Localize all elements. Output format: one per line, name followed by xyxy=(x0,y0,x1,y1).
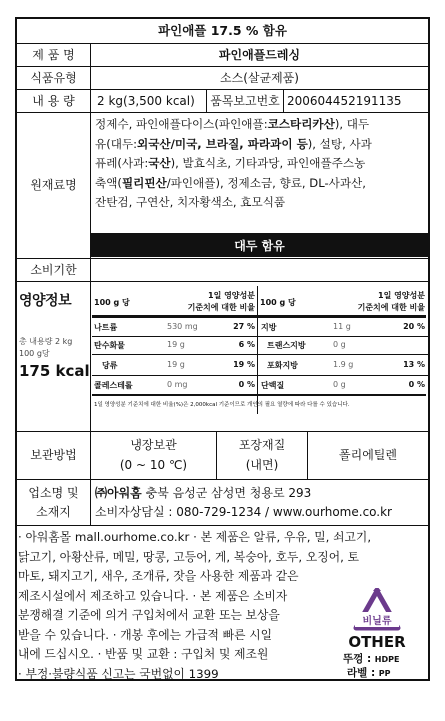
ingredient-line: 정제수, 파인애플다이스(파인애플:코스타리카산), 대두 xyxy=(95,117,370,131)
notice-text xyxy=(18,528,371,684)
manufacturer-label-2: 소재지 xyxy=(36,505,71,519)
notice-line: 마토, 돼지고기, 새우, 조개류, 잣을 사용한 제품과 같은 xyxy=(18,569,299,583)
nutrition-footnote: 1일 영양성분 기준치에 대한 비율(%)은 2,000kcal 기준이므로 개인의 필요 열량에 따라 다를 수 있습니다. xyxy=(94,402,350,408)
recycle-cap: 뚜껑 : HDPE xyxy=(343,653,400,665)
expiry-label: 소비기한 xyxy=(30,262,77,277)
packaging-value: 폴리에틸렌 xyxy=(339,448,397,462)
consumer-service: 소비자상담실 : 080-729-1234 / www.ourhome.co.kr xyxy=(95,505,392,519)
storage-method-1: 냉장보관 xyxy=(130,438,177,452)
recycle-other: OTHER xyxy=(348,633,406,651)
product-name-value: 파인애플드레싱 xyxy=(218,47,301,62)
notice-line: 받을 수 있습니다. · 개봉 후에는 가급적 빠른 시일 xyxy=(18,627,273,642)
notice-line: 제조시설에서 제조하고 있습니다. · 본 제품은 소비자 xyxy=(18,588,288,603)
nutrition-kcal: 175 kcal xyxy=(19,362,90,380)
pct-header-left-2: 기준치에 대한 비율 xyxy=(187,303,255,312)
food-type-value: 소스(살균제품) xyxy=(220,70,299,85)
report-no-label: 품목보고번호 xyxy=(210,93,280,108)
packaging-label-1: 포장재질 xyxy=(238,438,286,452)
recycle-label: 라벨 : PP xyxy=(347,667,391,679)
notice-line: · 아워홈몰 mall.ourhome.co.kr · 본 제품은 알류, 우유, 밀, 쇠고기, xyxy=(18,530,372,544)
ingredient-line: 유(대두:외국산/미국, 브라질, 파라과이 등), 설탕, 사과 xyxy=(95,136,372,151)
manufacturer-address: ㈜아워홈 충북 음성군 삼성면 청용로 293 xyxy=(95,486,312,500)
nutrition-total-2: 100 g당 xyxy=(19,349,50,358)
basis-left: 100 g 당 xyxy=(94,298,130,307)
label-title: 파인애플 17.5 % 함유 xyxy=(158,23,287,38)
food-type-label: 식품유형 xyxy=(30,70,77,85)
notice-line: · 부정·불량식품 신고는 국번없이 1399 xyxy=(18,666,219,681)
recycle-mark-text: 비닐류 xyxy=(355,612,399,627)
content-value: 2 kg(3,500 kcal) xyxy=(97,94,195,108)
basis-right: 100 g 당 xyxy=(260,298,296,307)
manufacturer-label-1: 업소명 및 xyxy=(28,486,79,500)
ingredient-line: 잔탄검, 구연산, 치자황색소, 효모식품 xyxy=(95,195,286,209)
pct-header-right-1: 1일 영양성분 xyxy=(378,291,425,300)
notice-line: 내에 드십시오. · 반품 및 교환 : 구입처 및 제조원 xyxy=(18,647,269,661)
storage-method-2: (0 ~ 10 ℃) xyxy=(119,458,188,472)
ingredient-line: 퓨레(사과:국산), 발효식초, 기타과당, 파인애플주스농 xyxy=(95,156,366,170)
ingredients-text xyxy=(95,115,372,213)
allergy-banner: 대두 함유 xyxy=(91,233,428,257)
food-label: 파인애플 17.5 % 함유 제 품 명 파인애플드레싱 식품유형 소스(살균제품) 내 용 량 2 kg(3,500 kcal) 품목보고번호 200604452191135 원재료명 정제수, 파인애플다이스(파인애플:코스타리카산), 대두 유(대두:외국산/미국, 브라질, 파라과이 등), 설탕, 사과 퓨레(사과:국산), 발효식초, 기타과당, 파인애플주스농 축액(필리핀산/파인애플), 정제소금, 향료, DL-사과산, 잔탄검, 구연산, 치자황색소, 효모식품 대두 함유 소비기한 영양정보 총 내용량 2 kg 100 g당 175 kcal 100 g 당 1일 영양성분 기준치에 대한 비율 100 g 당 1일 영양성분 기준치에 대한 비율 나트륨 530 mg 27 % 탄수화물 19 g 6 % 당류 19 g 19 % 콜레스테롤 0 mg 0 % 지방 11 g 20 % 트랜스지방 0 g 포화지방 1.9 g 13 % 단백질 0 g 0 % 1일 영양성분 기준치에 대한 비율(%)은 2,000kcal 기준이므로 개인의 필요 열량에 따라 다를 수 있습니다. 보관방법 냉장보관 (0 ~ 10 ℃) 포장재질 (내면) 폴리에틸렌 업소명 및 소재지 ㈜아워홈 충북 음성군 삼성면 청용로 293 소비자상담실 : 080-729-1234 / www.ourhome.co.kr · 아워홈몰 mall.ourhome.co.kr · 본 제품은 알류, 우유, 밀, 쇠고기, 닭고기, 아황산류, 메밀, 땅콩, 고등어, 게, 복숭아, 호두, 오징어, 토 마토, 돼지고기, 새우, 조개류, 잣을 사용한 제품과 같은 제조시설에서 제조하고 있습니다. · 본 제품은 소비자 분쟁해결 기준에 의거 구입처에서 교환 또는 보상을 받을 수 있습니다. · 개봉 후에는 가급적 빠른 시일 내에 드십시오. · 반품 및 교환 : 구입처 및 제조원 · 부정·불량식품 신고는 국번없이 1399 비닐류 OTHER 뚜껑 : HDPE 라벨 : PP xyxy=(15,17,430,681)
product-name-label: 제 품 명 xyxy=(32,47,75,62)
nutrition-total-1: 총 내용량 2 kg xyxy=(19,337,73,346)
ingredient-line: 축액(필리핀산/파인애플), 정제소금, 향료, DL-사과산, xyxy=(95,175,366,190)
report-no-value: 200604452191135 xyxy=(287,94,402,108)
storage-label: 보관방법 xyxy=(30,448,77,462)
pct-header-right-2: 기준치에 대한 비율 xyxy=(357,303,425,312)
recycle-icon xyxy=(352,588,402,634)
nutrition-title: 영양정보 xyxy=(19,293,72,309)
notice-line: 닭고기, 아황산류, 메밀, 땅콩, 고등어, 게, 복숭아, 호두, 오징어, 토 xyxy=(18,549,359,564)
notice-line: 분쟁해결 기준에 의거 구입처에서 교환 또는 보상을 xyxy=(18,608,280,622)
pct-header-left-1: 1일 영양성분 xyxy=(208,291,255,300)
ingredients-label: 원재료명 xyxy=(30,178,77,192)
content-label: 내 용 량 xyxy=(32,93,75,108)
packaging-label-2: (내면) xyxy=(245,458,279,472)
